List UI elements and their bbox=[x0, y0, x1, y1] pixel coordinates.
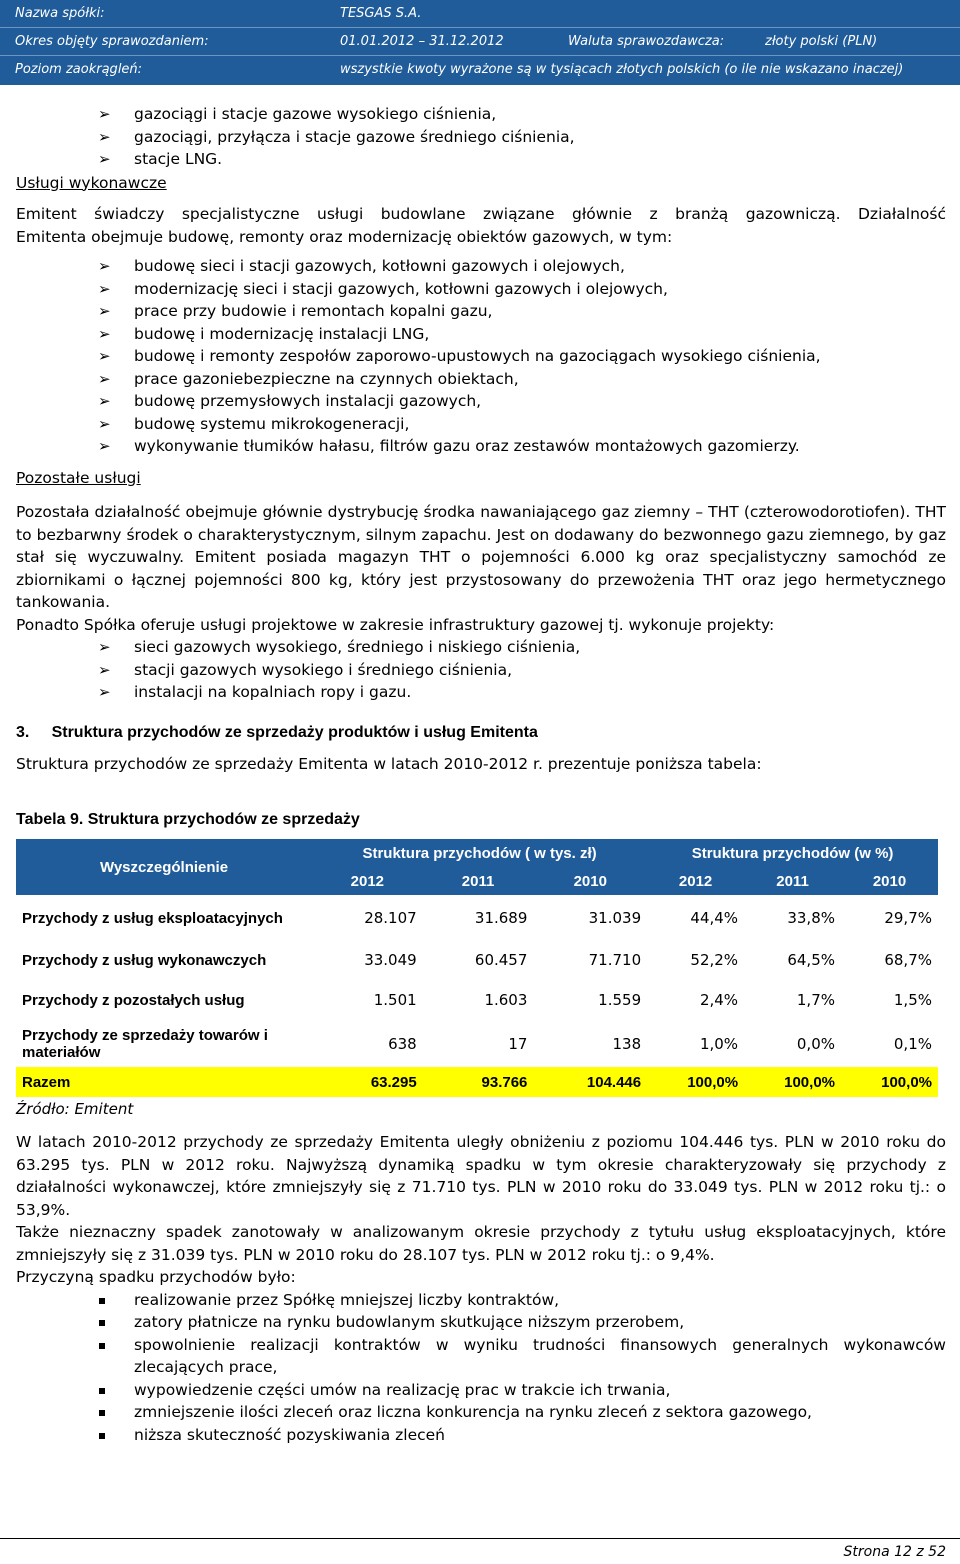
total-row bbox=[16, 1067, 938, 1097]
rounding-label: Poziom zaokrągleń: bbox=[15, 62, 143, 77]
table-caption: Tabela 9. Struktura przychodów ze sprzedaży bbox=[16, 811, 360, 828]
footer-divider bbox=[0, 1538, 960, 1539]
currency-label: Waluta sprawozdawcza: bbox=[568, 34, 725, 49]
cell: 52,2% bbox=[690, 951, 739, 969]
cell: 31.689 bbox=[474, 909, 528, 927]
row-label: Przychody z usług eksploatacyjnych bbox=[22, 909, 283, 927]
analysis-paragraph-1: W latach 2010-2012 przychody ze sprzedaży Emitenta uległy obniżeniu z poziomu 104.446 tys. PLN w 2010 roku do 63.295 tys. PLN w 2012 roku. Najwyższą dynamiką spadku w tym okresie charakteryzowały się przychody z działalności wykonawczej, które zmniejszyły się z 71.710 tys. PLN w 2010 roku do 33.049 tys. PLN w 2012 roku tj.: o 53,9%. bbox=[16, 1133, 946, 1219]
header-row-period bbox=[0, 27, 960, 56]
analysis-paragraph-2: Także nieznaczny spadek zanotowały w analizowanym okresie przychody z tytułu usług eksploatacyjnych, które zmniejszyły się z 31.039 tys. PLN w 2010 roku do 28.107 tys. PLN w 2012 roku tj.: o 9,4%. bbox=[16, 1223, 946, 1264]
uslugi-heading: Usługi wykonawcze bbox=[16, 173, 167, 192]
cell: 93.766 bbox=[423, 1067, 534, 1097]
year-head: 2012 bbox=[647, 868, 744, 895]
reasons-intro: Przyczyną spadku przychodów było: bbox=[16, 1268, 296, 1286]
cell: 33.049 bbox=[364, 951, 417, 969]
row-label: Razem bbox=[16, 1067, 312, 1097]
list-item: realizowanie przez Spółkę mniejszej liczby kontraktów, bbox=[134, 1289, 946, 1312]
cell: 0,0% bbox=[796, 1035, 835, 1053]
cell: 1,0% bbox=[699, 1035, 739, 1053]
cell: 28.107 bbox=[364, 909, 417, 927]
cell: 2,4% bbox=[699, 991, 739, 1009]
list-item: ➢ budowę systemu mikrokogeneracji, bbox=[134, 413, 946, 436]
list-item: ➢ prace gazoniebezpieczne na czynnych obiektach, bbox=[134, 368, 946, 391]
table-row bbox=[16, 979, 938, 1021]
cell: 638 bbox=[388, 1035, 417, 1053]
section-number: 3. bbox=[16, 723, 30, 741]
table-source: Źródło: Emitent bbox=[16, 1100, 134, 1118]
cell: 29,7% bbox=[884, 909, 932, 927]
rounding-value: wszystkie kwoty wyrażone są w tysiącach złotych polskich (o ile nie wskazano inaczej) bbox=[340, 62, 904, 77]
period-label: Okres objęty sprawozdaniem: bbox=[15, 34, 209, 49]
cell: 1.501 bbox=[373, 991, 417, 1009]
cell: 100,0% bbox=[647, 1067, 744, 1097]
list-item: ➢ budowę i remonty zespołów zaporowo-upustowych na gazociągach wysokiego ciśnienia, bbox=[134, 345, 946, 368]
list-item: ➢ stacje LNG. bbox=[134, 148, 946, 171]
cell: 100,0% bbox=[744, 1067, 841, 1097]
company-label: Nazwa spółki: bbox=[15, 6, 105, 21]
pozostale-heading: Pozostałe usługi bbox=[16, 468, 141, 487]
uslugi-list bbox=[16, 255, 946, 458]
pozostale-paragraph: Pozostała działalność obejmuje głównie dystrybucję środka nawaniającego gaz ziemny – THT (czterowodorotiofen). THT to bezbarwny środek o charakterystycznym, silnym zapachu. Jest on dodawany do bezwonnego gazu ziemnego, by gaz stał się wyczuwalny. Emitent posiada magazyn THT o pojemności 6.000 kg oraz specjalistyczny samochód ze zbiornikami o łącznej pojemności 800 kg, który jest przystosowany do przewożenia THT oraz jego hermetycznego tankowania. bbox=[16, 503, 946, 611]
list-item: ➢ gazociągi, przyłącza i stacje gazowe średniego ciśnienia, bbox=[134, 126, 946, 149]
row-label: Przychody z pozostałych usług bbox=[22, 991, 245, 1009]
cell: 1,7% bbox=[796, 991, 835, 1009]
currency-value: złoty polski (PLN) bbox=[765, 34, 878, 49]
cell: 68,7% bbox=[884, 951, 932, 969]
col-head: Wyszczególnienie bbox=[16, 839, 312, 895]
cell: 1.559 bbox=[598, 991, 642, 1009]
row-label: Przychody z usług wykonawczych bbox=[22, 951, 267, 969]
list-item: ➢ budowę sieci i stacji gazowych, kotłowni gazowych i olejowych, bbox=[134, 255, 946, 278]
list-item: ➢ stacji gazowych wysokiego i średniego ciśnienia, bbox=[134, 659, 946, 682]
section-intro: Struktura przychodów ze sprzedaży Emitenta w latach 2010-2012 r. prezentuje poniższa tabela: bbox=[16, 754, 762, 773]
projekty-list bbox=[16, 636, 946, 704]
page-number: Strona 12 z 52 bbox=[843, 1544, 946, 1560]
list-item: wypowiedzenie części umów na realizację prac w trakcie ich trwania, bbox=[134, 1379, 946, 1402]
table-row bbox=[16, 1021, 938, 1067]
cell: 33,8% bbox=[787, 909, 835, 927]
company-value: TESGAS S.A. bbox=[340, 6, 422, 21]
list-item: ➢ modernizację sieci i stacji gazowych, kotłowni gazowych i olejowych, bbox=[134, 278, 946, 301]
period-value: 01.01.2012 – 31.12.2012 bbox=[340, 34, 504, 49]
cell: 1.603 bbox=[484, 991, 528, 1009]
section-heading bbox=[16, 722, 946, 744]
year-head: 2011 bbox=[744, 868, 841, 895]
cell: 100,0% bbox=[841, 1067, 938, 1097]
cell: 138 bbox=[612, 1035, 642, 1053]
list-item: ➢ budowę przemysłowych instalacji gazowych, bbox=[134, 390, 946, 413]
reasons-list bbox=[16, 1289, 946, 1447]
cell: 60.457 bbox=[474, 951, 528, 969]
year-head: 2010 bbox=[841, 868, 938, 895]
cell: 71.710 bbox=[588, 951, 642, 969]
cell: 31.039 bbox=[588, 909, 642, 927]
list-item: ➢ budowę i modernizację instalacji LNG, bbox=[134, 323, 946, 346]
uslugi-paragraph-line2: Emitenta obejmuje budowę, remonty oraz modernizację obiektów gazowych, w tym: bbox=[16, 227, 673, 246]
page-content bbox=[16, 103, 946, 1446]
list-item: niższa skuteczność pozyskiwania zleceń bbox=[134, 1424, 946, 1447]
list-item: ➢ wykonywanie tłumików hałasu, filtrów gazu oraz zestawów montażowych gazomierzy. bbox=[134, 435, 946, 458]
cell: 44,4% bbox=[690, 909, 739, 927]
header-row-company bbox=[0, 0, 960, 28]
revenue-table bbox=[16, 839, 938, 1097]
cell: 63.295 bbox=[312, 1067, 423, 1097]
header-row-rounding bbox=[0, 55, 960, 84]
list-item: ➢ sieci gazowych wysokiego, średniego i niskiego ciśnienia, bbox=[134, 636, 946, 659]
list-item: spowolnienie realizacji kontraktów w wyniku trudności finansowych generalnych wykonawców zlecających prace, bbox=[134, 1334, 946, 1379]
cell: 0,1% bbox=[893, 1035, 932, 1053]
cell: 17 bbox=[508, 1035, 528, 1053]
list-item: ➢ instalacji na kopalniach ropy i gazu. bbox=[134, 681, 946, 704]
report-header bbox=[0, 0, 960, 85]
list-item: ➢ prace przy budowie i remontach kopalni gazu, bbox=[134, 300, 946, 323]
group-head-amount: Struktura przychodów ( w tys. zł) bbox=[312, 839, 647, 868]
year-head: 2011 bbox=[423, 868, 534, 895]
list-item: zatory płatnicze na rynku budowlanym skutkujące niższym przerobem, bbox=[134, 1311, 946, 1334]
row-label: Przychody ze sprzedaży towarów i materiałów bbox=[22, 1027, 268, 1061]
cell: 1,5% bbox=[893, 991, 932, 1009]
list-item: ➢ gazociągi i stacje gazowe wysokiego ciśnienia, bbox=[134, 103, 946, 126]
cell: 64,5% bbox=[787, 951, 835, 969]
section-title: Struktura przychodów ze sprzedaży produktów i usług Emitenta bbox=[51, 723, 538, 741]
year-head: 2010 bbox=[533, 868, 647, 895]
infrastructure-list bbox=[16, 103, 946, 171]
list-item: zmniejszenie ilości zleceń oraz liczna konkurencja na rynku zleceń z sektora gazowego, bbox=[134, 1401, 946, 1424]
year-head: 2012 bbox=[312, 868, 423, 895]
table-row bbox=[16, 895, 938, 941]
group-head-percent: Struktura przychodów (w %) bbox=[647, 839, 938, 868]
table-row bbox=[16, 941, 938, 979]
ponadto-paragraph: Ponadto Spółka oferuje usługi projektowe w zakresie infrastruktury gazowej tj. wykonuje projekty: bbox=[16, 615, 775, 634]
uslugi-paragraph-line1: Emitent świadczy specjalistyczne usługi budowlane związane głównie z branżą gazowniczą. Działalność bbox=[16, 205, 946, 223]
cell: 104.446 bbox=[533, 1067, 647, 1097]
